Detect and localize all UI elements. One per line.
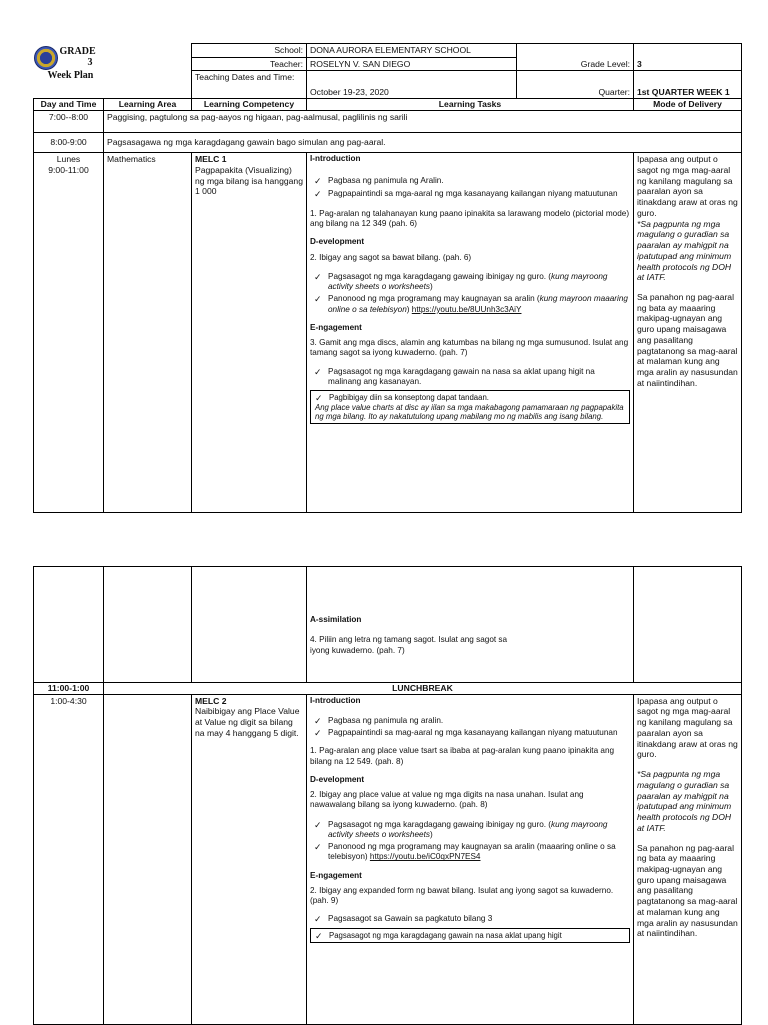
school-label: School: [192, 44, 307, 58]
grade-level-label: Grade Level: [517, 44, 634, 71]
melc-label: MELC 2 [195, 695, 227, 706]
col-learning-area: Learning Area [104, 99, 192, 111]
grade-label: GRADE [59, 45, 96, 57]
check-item: ✓ Pagsasagot ng mga karagdagang gawain na nasa aklat upang higit [315, 931, 625, 940]
learning-tasks-cell [307, 694, 634, 1024]
col-day-time: Day and Time [34, 99, 104, 111]
learning-area: Mathematics [104, 153, 192, 513]
grade-level-value: 3 [634, 44, 742, 71]
section-introduction: I-ntroduction [310, 695, 361, 705]
mode-text-italic: *Sa pagpunta ng mga magulang o guradian sa paaralan ay mahigpit na ipatutupad ang minimum health protocols ng DOH at IATF. [637, 769, 732, 833]
check-item: ✓ Pagsasagot ng mga karagdagang gawaing ibinigay ng guro. (kung mayroong activity sheets o worksheets) [314, 272, 630, 293]
check-item: ✓ Pagsasagot ng mga karagdagang gawain na nasa sa aklat upang higit na malinang ang kasanayan. [314, 367, 630, 388]
check-text-italic: kung mayroong activity sheets o worksheets [328, 819, 608, 839]
video-link[interactable]: https://youtu.be/iC0qxPN7ES4 [369, 852, 481, 862]
check-item: ✓ Pagbasa ng panimula ng aralin. [314, 716, 630, 726]
teacher-value: ROSELYN V. SAN DIEGO [307, 57, 517, 71]
task-paragraph: 3. Gamit ang mga discs, alamin ang katumbas na bilang ng mga sumusunod. Isulat ang tamang sagot sa iyong kuwaderno. (pah. 7) [310, 338, 629, 358]
learning-tasks-cell [307, 153, 634, 513]
note-text: Ang place value charts at disc ay iilan sa mga makabagong pamamaraan ng pagpapakita ng mga bilang. Ito ay nakatutulong upang mabilang mo ng mabilis ang isang bilang. [315, 402, 624, 421]
check-item: ✓ Pagsasagot ng mga karagdagang gawaing ibinigay ng guro. (kung mayroong activity sheets o worksheets) [314, 820, 630, 841]
check-item: ✓ Pagbibigay diin sa konseptong dapat tandaan. [315, 393, 625, 402]
col-learning-tasks: Learning Tasks [307, 99, 634, 111]
check-text-italic: kung mayroong activity sheets o worksheets [328, 271, 608, 292]
check-text-italic: kung mayroon maaaring online o sa telebisyon [328, 294, 628, 314]
mode-of-delivery [634, 153, 742, 513]
video-link[interactable]: https://youtu.be/8UUnh3c3AiY [411, 304, 522, 314]
note-box [310, 390, 630, 424]
task-paragraph: 1. Pag-aralan ng talahanayan kung paano ipinakita sa larawang modelo (pictorial mode) ang bilang na 12 349 (pah. 6) [310, 208, 630, 229]
mode-text-italic: *Sa pagpunta ng mga magulang o guradian sa paaralan ay mahigpit na ipatutupad ang minimum health protocols ng DOH at IATF. [637, 218, 732, 283]
section-introduction: I-ntroduction [310, 154, 361, 164]
dates-label: Teaching Dates and Time: [192, 71, 307, 99]
melc-label: MELC 1 [195, 154, 227, 165]
time-label: 9:00-11:00 [48, 164, 89, 175]
plan-table-2 [33, 566, 742, 1025]
check-item: ✓ Pagpapaintindi sa mag-aaral ng mga kasanayang kailangan niyang matuutunan [314, 728, 630, 738]
teacher-label: Teacher: [192, 57, 307, 71]
week-plan-label: Week Plan [47, 69, 94, 81]
check-item: ✓ Pagpapaintindi sa mga-aaral ng mga kasanayang kailangan niyang matuutunan [314, 189, 630, 199]
check-item: ✓ Pagbasa ng panimula ng Aralin. [314, 176, 630, 186]
check-text: Panonood ng mga programang may kaugnayan sa aralin ( [328, 294, 540, 304]
row-activity: Paggising, pagtulong sa pag-aayos ng higaan, pag-aalmusal, paglilinis ng sarili [104, 111, 742, 133]
check-text: Panonood ng mga programang may kaugnayan sa aralin (maaaring online o sa telebisyon) [328, 842, 616, 862]
col-learning-competency: Learning Competency [192, 99, 307, 111]
time-label: 1:00-4:30 [34, 694, 104, 1024]
dates-value: October 19-23, 2020 [307, 71, 517, 99]
task-paragraph: 2. Ibigay ang expanded form ng bawat bilang. Isulat ang iyong sagot sa kuwaderno. (pah. 9) [310, 885, 614, 906]
row-time: 8:00-9:00 [34, 133, 104, 153]
row-time: 7:00--8:00 [34, 111, 104, 133]
quarter-label: Quarter: [517, 71, 634, 99]
section-assimilation: A-ssimilation [310, 615, 362, 624]
day-label: Lunes [56, 154, 81, 165]
lunch-label: LUNCHBREAK [104, 683, 742, 695]
col-mode-delivery: Mode of Delivery [634, 99, 742, 111]
task-paragraph: 1. Pag-aralan ang place value tsart sa ibaba at pag-aralan kung paano ipinakita ang bilang na 12 549. (pah. 8) [310, 746, 615, 766]
check-item: ✓ Pagsasagot sa Gawain sa pagkatuto bilang 3 [314, 914, 630, 924]
check-item: ✓ Panonood ng mga programang may kaugnayan sa aralin (kung mayroon maaaring online o sa telebisyon) https://youtu.be/8UUnh3c3AiY [314, 294, 630, 315]
mode-text: Ipapasa ang output o sagot ng mga mag-aaral ng kanilang magulang sa paaralan ayon sa itinakdang araw at oras ng guro. [637, 154, 738, 218]
mode-of-delivery [634, 694, 742, 1024]
section-engagement: E-ngagement [310, 322, 362, 332]
task-paragraph: 2. Ibigay ang sagot sa bawat bilang. (pah. 6) [310, 252, 472, 262]
lunch-time: 11:00-1:00 [34, 683, 104, 695]
task-paragraph: 2. Ibigay ang place value at value ng mga digits na nasa unahan. Isulat ang nawawalang bilang sa iyong kuwaderno. (pah. 8) [310, 790, 584, 810]
check-text: Pagsasagot ng mga karagdagang gawaing ibinigay ng guro. ( [328, 271, 552, 281]
note-box [310, 928, 630, 943]
competency-text: Pagpapakita (Visualizing) ng mga bilang isa hanggang 1 000 [195, 164, 303, 197]
task-paragraph: 4. Piliin ang letra ng tamang sagot. Isulat ang sagot sa iyong kuwaderno. (pah. 7) [310, 635, 508, 655]
deped-seal-icon [34, 46, 58, 70]
check-text: Pagsasagot ng mga karagdagang gawaing ibinigay ng guro. ( [328, 819, 552, 829]
school-value: DONA AURORA ELEMENTARY SCHOOL [307, 44, 517, 58]
mode-text: Sa panahon ng pag-aaral ng bata ay maaaring makipag-ugnayan ang guro upang maisagawa ang pasalitang pagtatanong sa mag-aaral at malaman kung ang mga aralin ay nasusundan at naiintindihan. [637, 842, 738, 939]
grade-number: 3 [87, 57, 93, 68]
section-engagement: E-ngagement [310, 870, 362, 880]
mode-text: Ipapasa ang output o sagot ng mga mag-aaral ng kanilang magulang sa paaralan ayon sa itinakdang araw at oras ng guro. [637, 695, 738, 760]
quarter-value: 1st QUARTER WEEK 1 [634, 71, 742, 99]
check-item [314, 842, 630, 863]
lesson-plan-page-1-body [33, 43, 741, 513]
section-development: D-evelopment [310, 774, 365, 784]
lesson-plan-page-2 [33, 566, 741, 1025]
row-activity: Pagsasagawa ng mga karagdagang gawain bago simulan ang pag-aaral. [104, 133, 742, 153]
competency-text: Naibibigay ang Place Value at Value ng digit sa bilang na may 4 hanggang 5 digit. [195, 706, 300, 738]
section-development: D-evelopment [310, 237, 365, 247]
mode-text: Sa panahon ng pag-aaral ng bata ay maaaring makipag-ugnayan ang guro upang maisagawa ang pasalitang pagtatanong sa mag-aaral at malaman kung ang mga aralin ay nasusundan at naiintindihan. [637, 292, 738, 388]
